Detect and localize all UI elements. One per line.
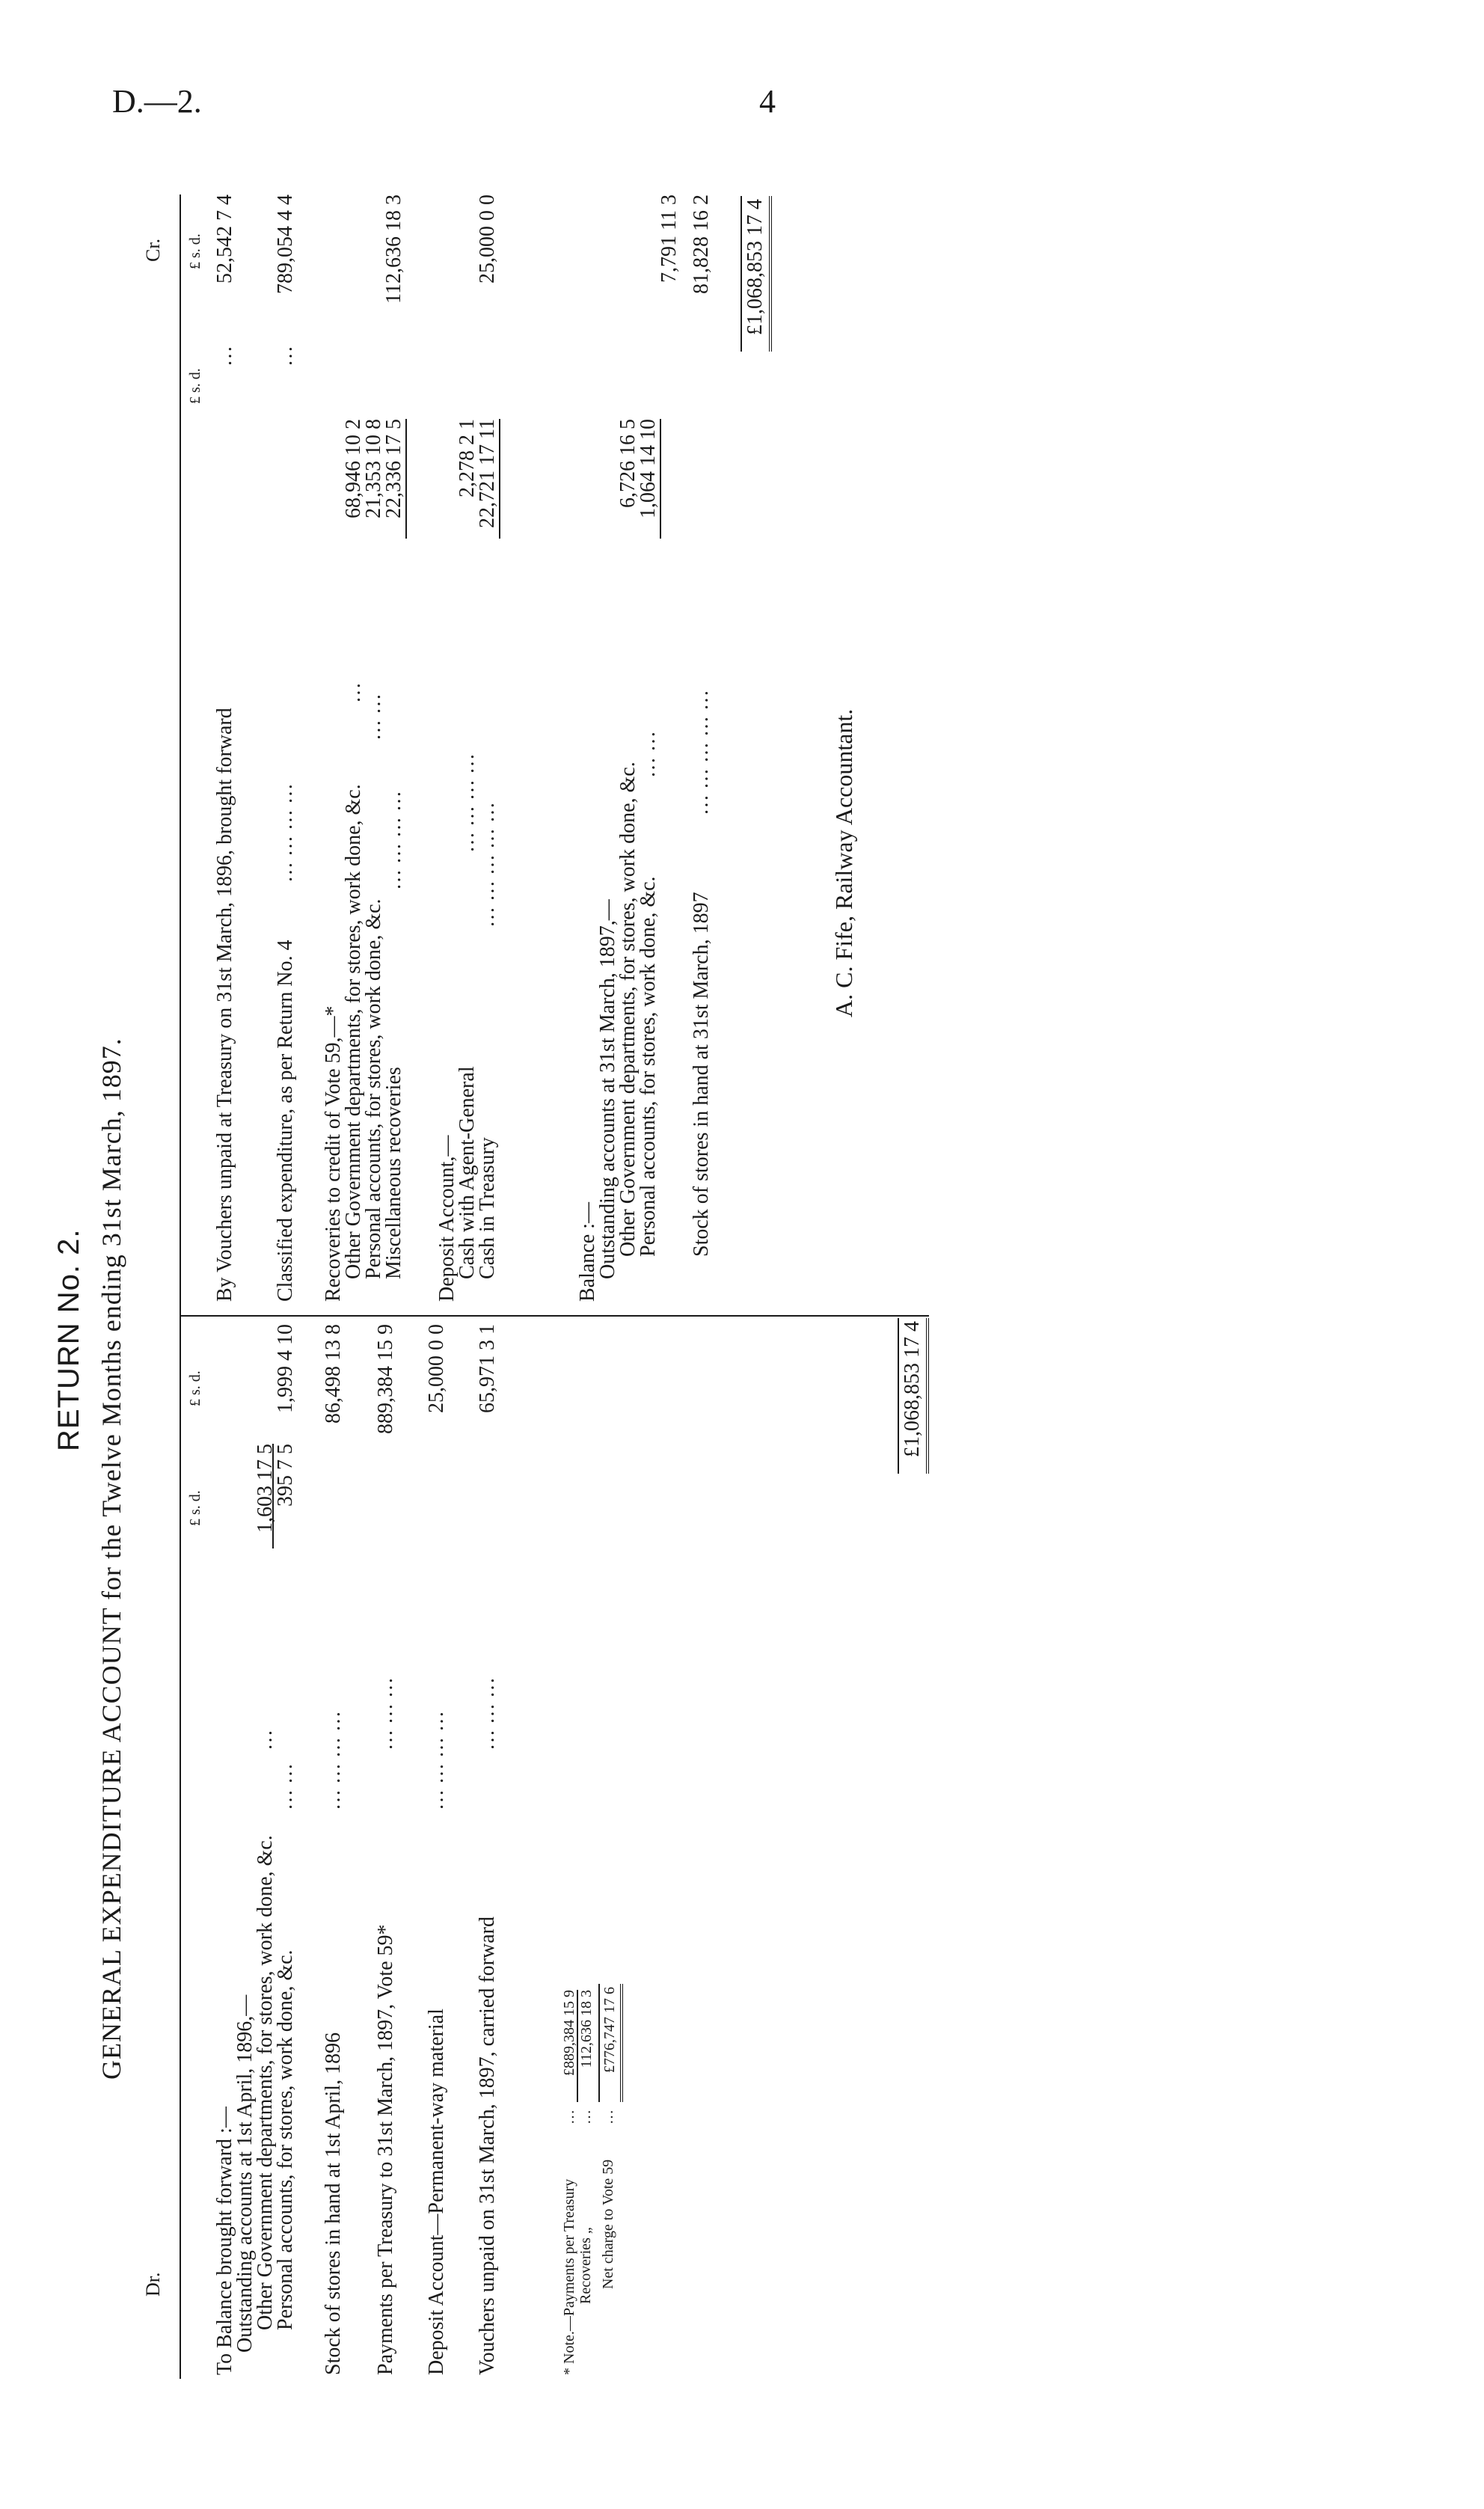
debit-payments-label: Payments per Treasury to 31st March, 1897, Vote 59* bbox=[374, 1924, 397, 2375]
leader-dots: … bbox=[600, 2110, 616, 2124]
credit-stock-amount: 81,828 16 2 bbox=[690, 194, 713, 294]
dr-label: Dr. bbox=[142, 2272, 164, 2297]
debit-other-govt-label: Other Government departments, for stores, work done, &c. bbox=[254, 1835, 277, 2330]
note-net-amount: £776,747 17 6 bbox=[598, 1984, 623, 2102]
leader-dots: … … … … … bbox=[690, 690, 713, 815]
credit-deposit-total: 25,000 0 0 bbox=[476, 194, 499, 284]
leader-dots: … … bbox=[274, 1763, 297, 1810]
leader-dots: … bbox=[561, 2110, 577, 2124]
debit-balance-label: To Balance brought forward :— bbox=[213, 2107, 236, 2375]
debit-balance-total: 1,999 4 10 bbox=[274, 1324, 297, 1413]
leader-dots: … … … … … bbox=[476, 802, 499, 928]
credit-classified-amount: 789,054 4 4 bbox=[274, 194, 297, 294]
credit-balance-label: Balance :— bbox=[576, 1202, 599, 1302]
cr-label: Cr. bbox=[142, 238, 164, 262]
leader-dots: … … … … bbox=[274, 783, 297, 883]
sum-rule bbox=[499, 419, 500, 539]
note-recoveries-label: Recoveries „ bbox=[577, 2227, 594, 2304]
note-recoveries-amount: 112,636 18 3 bbox=[577, 1990, 595, 2102]
credit-bal-personal-label: Personal accounts, for stores, work done, &c. bbox=[637, 876, 660, 1257]
debit-grand-total: £1,068,853 17 4 bbox=[898, 1318, 929, 1474]
debit-deposit-label: Deposit Account—Permanent-way material bbox=[425, 2009, 448, 2375]
debit-personal-label: Personal accounts, for stores, work done, &c. bbox=[274, 1949, 297, 2330]
credit-recoveries-label: Recoveries to credit of Vote 59,—* bbox=[322, 1005, 345, 1302]
debit-deposit-amount: 25,000 0 0 bbox=[425, 1324, 448, 1413]
credit-vouchers-amount: 52,542 7 4 bbox=[213, 194, 236, 284]
leader-dots: … … bbox=[362, 693, 385, 741]
sum-rule bbox=[405, 419, 407, 539]
debit-personal-amount: 395 7 5 bbox=[272, 1444, 298, 1548]
note-payments-amount: £889,384 15 9 bbox=[561, 1990, 577, 2076]
account-heading: GENERAL EXPENDITURE ACCOUNT for the Twelve Months ending 31st March, 1897. bbox=[96, 1038, 126, 2080]
credit-balance-total: 7,791 11 3 bbox=[657, 194, 681, 283]
leader-dots: … … … … bbox=[382, 791, 405, 890]
credit-rec-misc-amount: 22,336 17 5 bbox=[382, 419, 405, 518]
credit-outer-header: £ s. d. bbox=[187, 233, 203, 269]
credit-bal-other-amount: 6,726 16 5 bbox=[616, 419, 640, 508]
credit-recoveries-total: 112,636 18 3 bbox=[382, 194, 405, 304]
leader-dots: … … … bbox=[374, 1677, 397, 1750]
debit-inner-header: £ s. d. bbox=[187, 1490, 203, 1526]
credit-bal-personal-amount: 1,064 14 10 bbox=[637, 419, 660, 518]
leader-dots: … bbox=[274, 346, 297, 367]
credit-rec-personal-label: Personal accounts, for stores, work done, &c. bbox=[362, 898, 385, 1279]
credit-cash-treasury-label: Cash in Treasury bbox=[476, 1137, 499, 1279]
credit-cash-agent-amount: 2,278 2 1 bbox=[456, 419, 479, 497]
sum-rule bbox=[660, 419, 661, 539]
debit-payments-amount: 889,384 15 9 bbox=[374, 1324, 397, 1434]
credit-classified-label: Classified expenditure, as per Return No. 4 bbox=[274, 940, 297, 1302]
account-sheet bbox=[37, 180, 1204, 2424]
debit-outer-header: £ s. d. bbox=[187, 1370, 203, 1406]
leader-dots: … bbox=[254, 1730, 277, 1750]
note-payments-label: * Note.—Payments per Treasury bbox=[561, 2178, 577, 2375]
leader-dots: … bbox=[342, 682, 365, 703]
signature: A. C. Fife, Railway Accountant. bbox=[830, 708, 857, 1017]
credit-outstanding-label: Outstanding accounts at 31st March, 1897,— bbox=[596, 899, 619, 1279]
leader-dots: … … … bbox=[476, 1677, 499, 1750]
leader-dots: … bbox=[577, 2110, 594, 2124]
debit-stores-label: Stock of stores in hand at 1st April, 1896 bbox=[322, 2032, 345, 2375]
debit-stores-amount: 86,498 13 8 bbox=[322, 1324, 345, 1424]
leader-dots: … bbox=[213, 346, 236, 367]
leader-dots: … … bbox=[637, 731, 660, 778]
credit-rec-other-amount: 68,946 10 2 bbox=[342, 419, 365, 518]
credit-grand-total: £1,068,853 17 4 bbox=[741, 196, 772, 352]
leader-dots: … … … … bbox=[456, 753, 479, 853]
credit-cash-agent-label: Cash with Agent-General bbox=[456, 1066, 479, 1279]
credit-bal-other-label: Other Government departments, for stores, work done, &c. bbox=[616, 762, 640, 1257]
credit-rec-other-label: Other Government departments, for stores, work done, &c. bbox=[342, 784, 365, 1279]
debit-outstanding-label: Outstanding accounts at 1st April, 1896,— bbox=[233, 1994, 257, 2353]
credit-stock-label: Stock of stores in hand at 31st March, 1897 bbox=[690, 892, 713, 1257]
credit-cash-treasury-amount: 22,721 17 11 bbox=[476, 419, 499, 528]
credit-rec-personal-amount: 21,353 10 8 bbox=[362, 419, 385, 518]
credit-deposit-label: Deposit Account,— bbox=[435, 1135, 459, 1302]
document-code: D.—2. bbox=[112, 83, 202, 120]
return-title: RETURN No. 2. bbox=[52, 1228, 85, 1451]
credit-vouchers-label: By Vouchers unpaid at Treasury on 31st March, 1896, brought forward bbox=[213, 708, 236, 1302]
leader-dots: … … … … bbox=[322, 1711, 345, 1810]
header-rule bbox=[180, 194, 181, 2379]
debit-vouchers-amount: 65,971 3 1 bbox=[476, 1324, 499, 1413]
debit-vouchers-label: Vouchers unpaid on 31st March, 1897, carried forward bbox=[476, 1917, 499, 2375]
credit-inner-header: £ s. d. bbox=[187, 368, 203, 404]
note-net-label: Net charge to Vote 59 bbox=[600, 2159, 616, 2289]
page-number: 4 bbox=[759, 83, 776, 120]
debit-other-govt-amount: 1,603 17 5 bbox=[254, 1444, 277, 1533]
center-divider bbox=[181, 1315, 929, 1317]
leader-dots: … … … … bbox=[425, 1711, 448, 1810]
credit-rec-misc-label: Miscellaneous recoveries bbox=[382, 1067, 405, 1279]
